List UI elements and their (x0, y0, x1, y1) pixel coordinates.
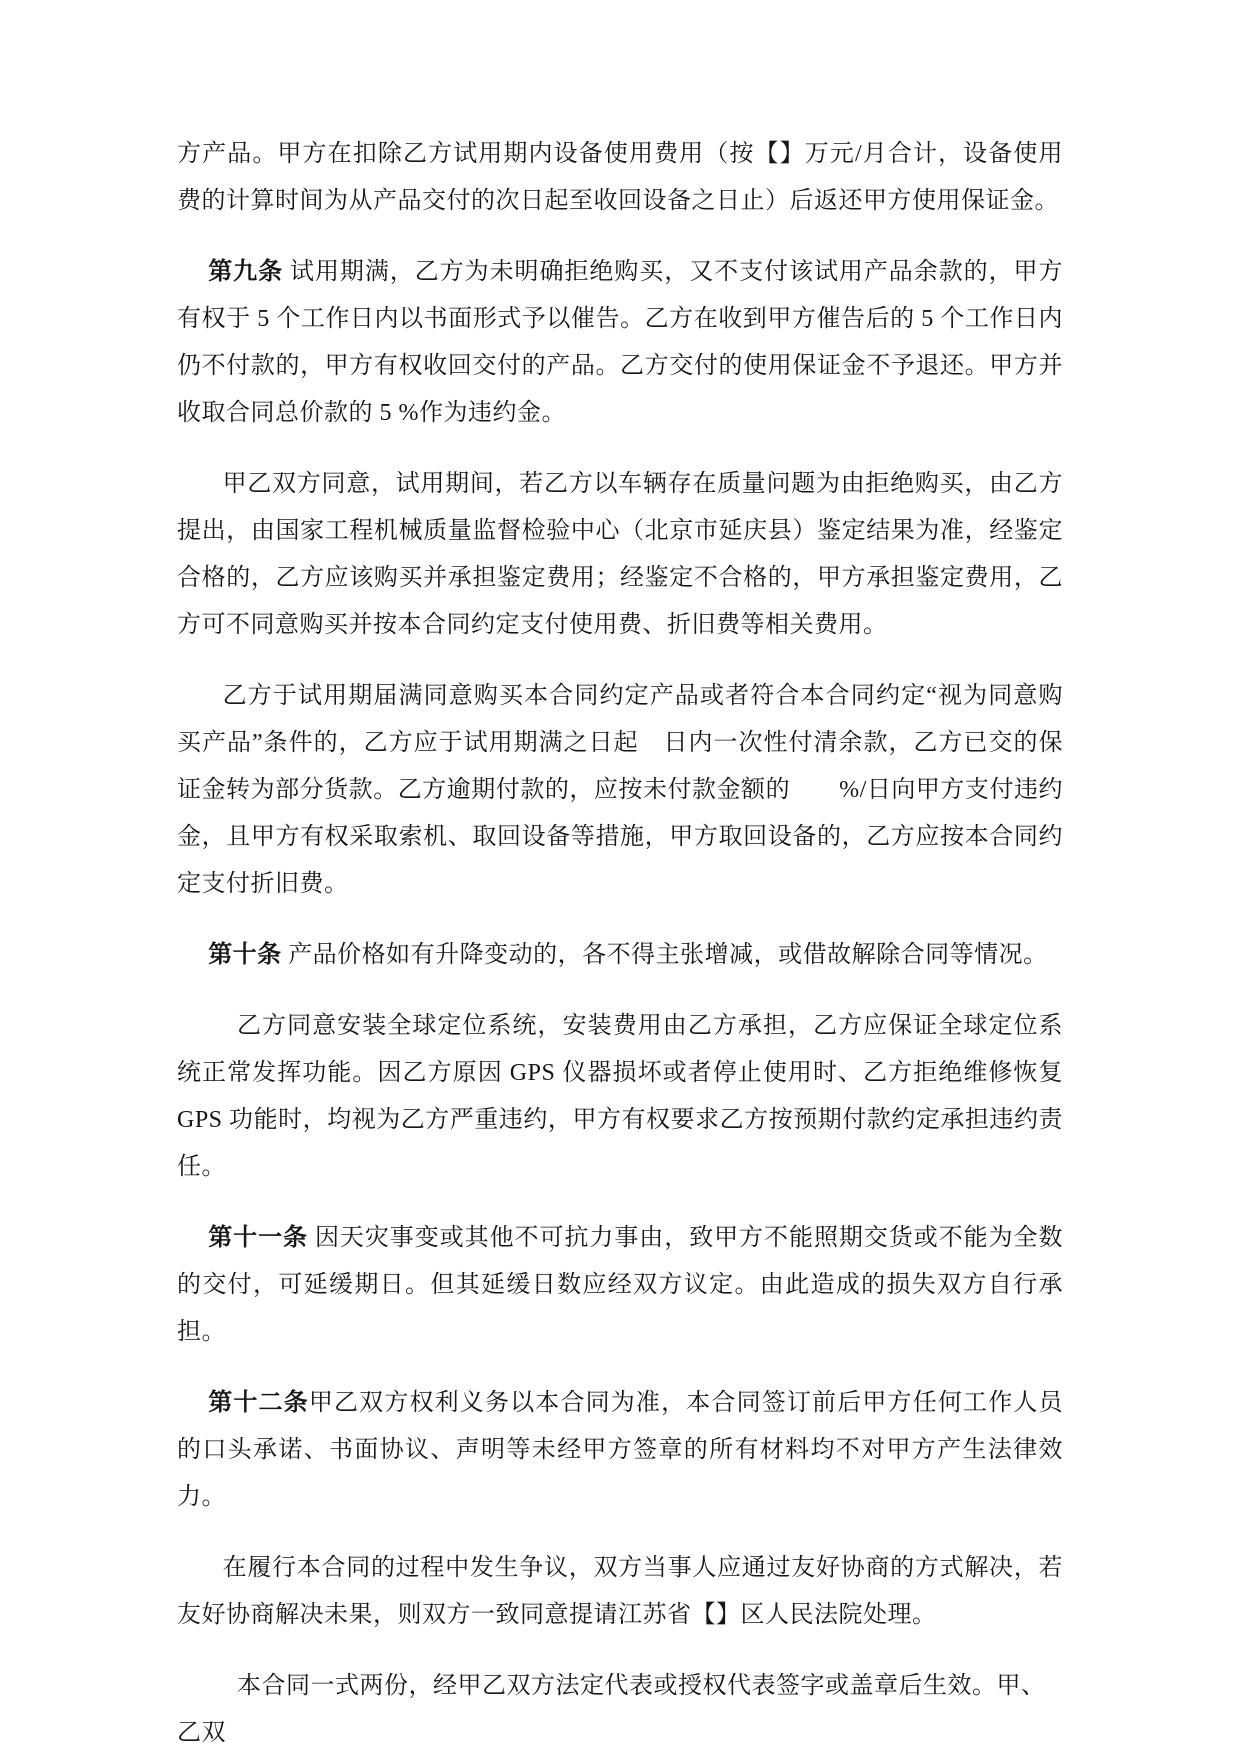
paragraph-text: 因天灾事变或其他不可抗力事由，致甲方不能照期交货或不能为全数的交付，可延缓期日。但其延缓日数应经双方议定。由此造成的损失双方自行承担。 (177, 1225, 1064, 1345)
clause-number-label: 第十一条 (208, 1225, 308, 1251)
paragraph-text: 产品价格如有升降变动的，各不得主张增减，或借故解除合同等情况。 (281, 942, 1048, 968)
paragraph-text: 甲乙双方同意，试用期间，若乙方以车辆存在质量问题为由拒绝购买，由乙方提出，由国家工程机械质量监督检验中心（北京市延庆县）鉴定结果为准，经鉴定合格的，乙方应该购买并承担鉴定费用；经鉴定不合格的，甲方承担鉴定费用，乙方可不同意购买并按本合同约定支付使用费、折旧费等相关费用。 (177, 471, 1063, 638)
contract-paragraph (177, 131, 1063, 225)
contract-paragraph (177, 1663, 1063, 1753)
paragraph-text: 试用期满，乙方为未明确拒绝购买，又不支付该试用产品余款的，甲方有权于 5 个工作日内以书面形式予以催告。乙方在收到甲方催告后的 5 个工作日内仍不付款的，甲方有权收回交付的产品。乙方交付的使用保证金不予退还。甲方并收取合同总价款的 5 %作为违约金。 (177, 259, 1064, 426)
contract-paragraph (177, 1545, 1063, 1639)
contract-paragraph (177, 1003, 1063, 1191)
paragraph-text: 方产品。甲方在扣除乙方试用期内设备使用费用（按【】万元/月合计，设备使用费的计算时间为从产品交付的次日起至收回设备之日止）后返还甲方使用保证金。 (177, 141, 1063, 214)
contract-paragraph (177, 673, 1063, 908)
contract-paragraph (177, 932, 1063, 979)
contract-paragraph (177, 1215, 1063, 1356)
contract-paragraph (177, 249, 1063, 437)
paragraph-text: 乙方于试用期届满同意购买本合同约定产品或者符合本合同约定“视为同意购买产品”条件的，乙方应于试用期满之日起 日内一次性付清余款，乙方已交的保证金转为部分货款。乙方逾期付款的，应按未付款金额的 %/日向甲方支付违约金，且甲方有权采取索机、取回设备等措施，甲方取回设备的，乙方应按本合同约定支付折旧费。 (177, 683, 1063, 897)
contract-paragraph (177, 461, 1063, 649)
clause-number-label: 第十条 (208, 942, 282, 968)
clause-number-label: 第十二条 (208, 1390, 309, 1416)
paragraph-text: 乙方同意安装全球定位系统，安装费用由乙方承担，乙方应保证全球定位系统正常发挥功能。因乙方原因 GPS 仪器损坏或者停止使用时、乙方拒绝维修恢复 GPS 功能时，均视为乙方严重违约，甲方有权要求乙方按预期付款约定承担违约责任。 (177, 1013, 1063, 1180)
paragraph-text: 在履行本合同的过程中发生争议，双方当事人应通过友好协商的方式解决，若友好协商解决未果，则双方一致同意提请江苏省【】区人民法院处理。 (177, 1555, 1063, 1628)
clause-number-label: 第九条 (208, 259, 284, 285)
paragraph-text: 甲乙双方权利义务以本合同为准，本合同签订前后甲方任何工作人员的口头承诺、书面协议、声明等未经甲方签章的所有材料均不对甲方产生法律效力。 (177, 1390, 1064, 1510)
paragraph-text: 本合同一式两份，经甲乙双方法定代表或授权代表签字或盖章后生效。甲、乙双 (177, 1673, 1046, 1746)
contract-paragraph (177, 1380, 1063, 1521)
